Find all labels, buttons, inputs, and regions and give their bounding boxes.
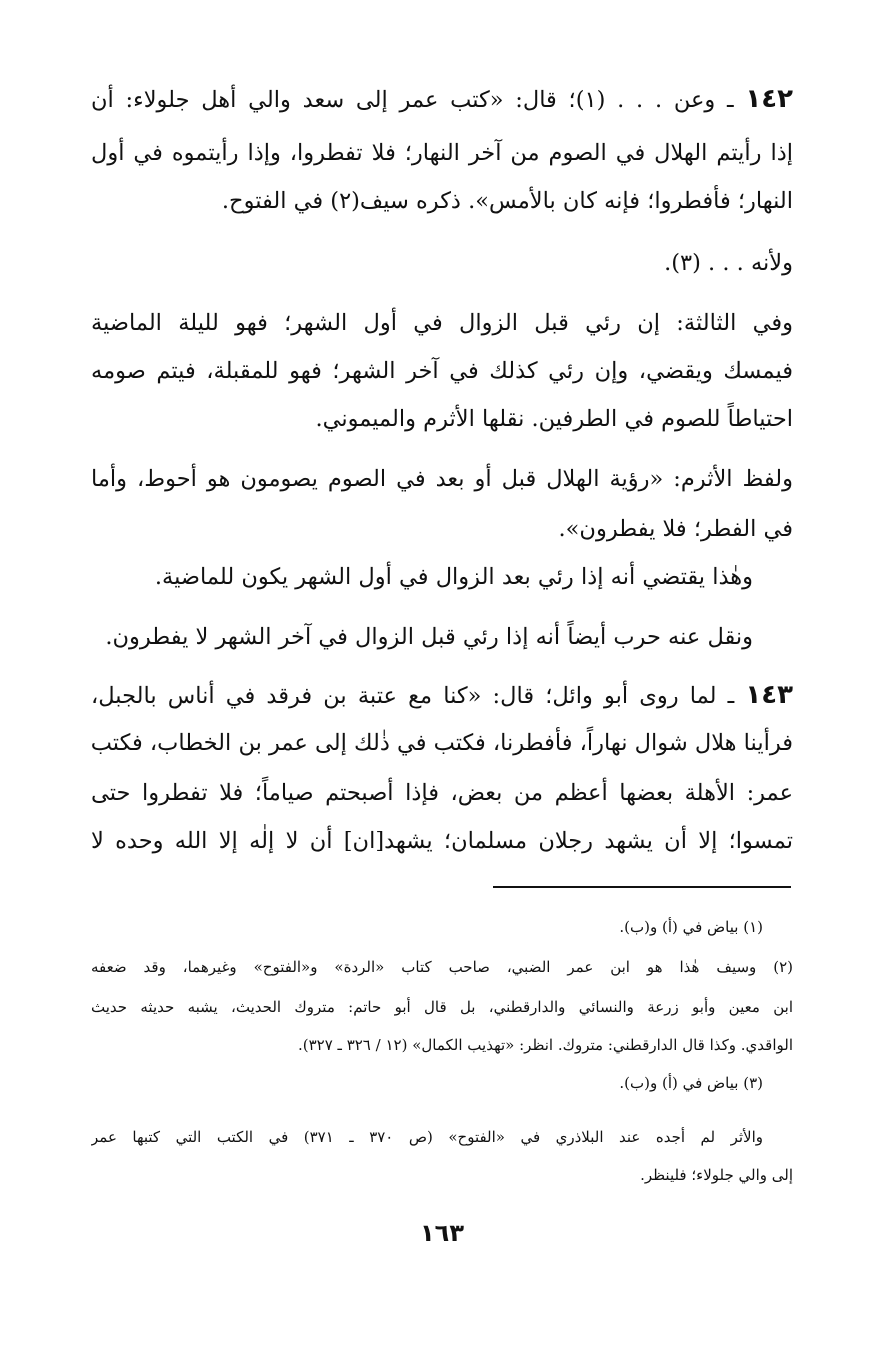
yaqtadi-line: وهٰذا يقتضي أنه إذا رئي بعد الزوال في أول الشهر يكون للماضية.: [154, 564, 753, 590]
para-143-line-1-text: ـ لما روى أبو وائل؛ قال: «كنا مع عتبة بن فرقد في أناس بالجبل،: [91, 683, 746, 709]
harb-line: ونقل عنه حرب أيضاً أنه إذا رئي قبل الزوال في آخر الشهر لا يفطرون.: [105, 624, 753, 650]
footnote-separator: [493, 886, 791, 888]
para-142-line-3: النهار؛ فأفطروا؛ فإنه كان بالأمس». ذكره سيف(٢) في الفتوح.: [221, 188, 793, 214]
para-142-line-1-text: ـ وعن . . . (١)؛ قال: «كتب عمر إلى سعد والي أهل جلولاء: أن: [91, 87, 746, 113]
third-narration-line-1: وفي الثالثة: إن رئي قبل الزوال في أول الشهر؛ فهو لليلة الماضية: [91, 310, 793, 336]
footnote-2-line-1: (٢) وسيف هٰذا هو ابن عمر الضبي، صاحب كتاب «الردة» و«الفتوح» وغيرهما، وقد ضعفه: [91, 958, 793, 976]
page-number: ١٦٣: [420, 1219, 464, 1247]
para-143-line-4: تمسوا؛ إلا أن يشهد رجلان مسلمان؛ يشهد[ان] أن لا إلٰه إلا الله وحده لا: [91, 828, 793, 854]
footnote-3-note-line-1: والأثر لم أجده عند البلاذري في «الفتوح» (ص ٣٧٠ ـ ٣٧١) في الكتب التي كتبها عمر: [91, 1128, 763, 1146]
footnote-1: (١) بياض في (أ) و(ب).: [619, 918, 763, 936]
para-142-line-1: [91, 82, 793, 116]
paragraph-number-142: ١٤٢: [745, 84, 793, 114]
footnote-3: (٣) بياض في (أ) و(ب).: [619, 1074, 763, 1092]
para-143-line-1: [91, 678, 793, 712]
para-143-line-3: عمر: الأهلة بعضها أعظم من بعض، فإذا أصبحتم صياماً؛ فلا تفطروا حتى: [91, 780, 793, 806]
para-142-line-2: إذا رأيتم الهلال في الصوم من آخر النهار؛ فلا تفطروا، وإذا رأيتموه في أول: [91, 140, 793, 166]
third-narration-line-2: فيمسك ويقضي، وإن رئي كذلك في آخر الشهر؛ فهو للمقبلة، فيتم صومه: [91, 358, 793, 384]
footnote-3-note-line-2: إلى والي جلولاء؛ فلينظر.: [640, 1166, 793, 1184]
li-annahu-line: ولأنه . . . (٣).: [664, 250, 793, 276]
third-narration-line-3: احتياطاً للصوم في الطرفين. نقلها الأثرم والميموني.: [315, 406, 793, 432]
para-143-line-2: فرأينا هلال شوال نهاراً، فأفطرنا، فكتب في ذٰلك إلى عمر بن الخطاب، فكتب: [91, 730, 793, 756]
footnote-2-line-2: ابن معين وأبو زرعة والنسائي والدارقطني، بل قال أبو حاتم: متروك الحديث، يشبه حديثه حديث: [91, 998, 793, 1016]
athram-line-2: في الفطر؛ فلا يفطرون».: [558, 516, 793, 542]
athram-line-1: ولفظ الأثرم: «رؤية الهلال قبل أو بعد في الصوم يصومون هو أحوط، وأما: [91, 466, 793, 492]
paragraph-number-143: ١٤٣: [745, 680, 793, 710]
footnote-2-line-3: الواقدي. وكذا قال الدارقطني: متروك. انظر: «تهذيب الكمال» (١٢ / ٣٢٦ ـ ٣٢٧).: [297, 1036, 793, 1054]
